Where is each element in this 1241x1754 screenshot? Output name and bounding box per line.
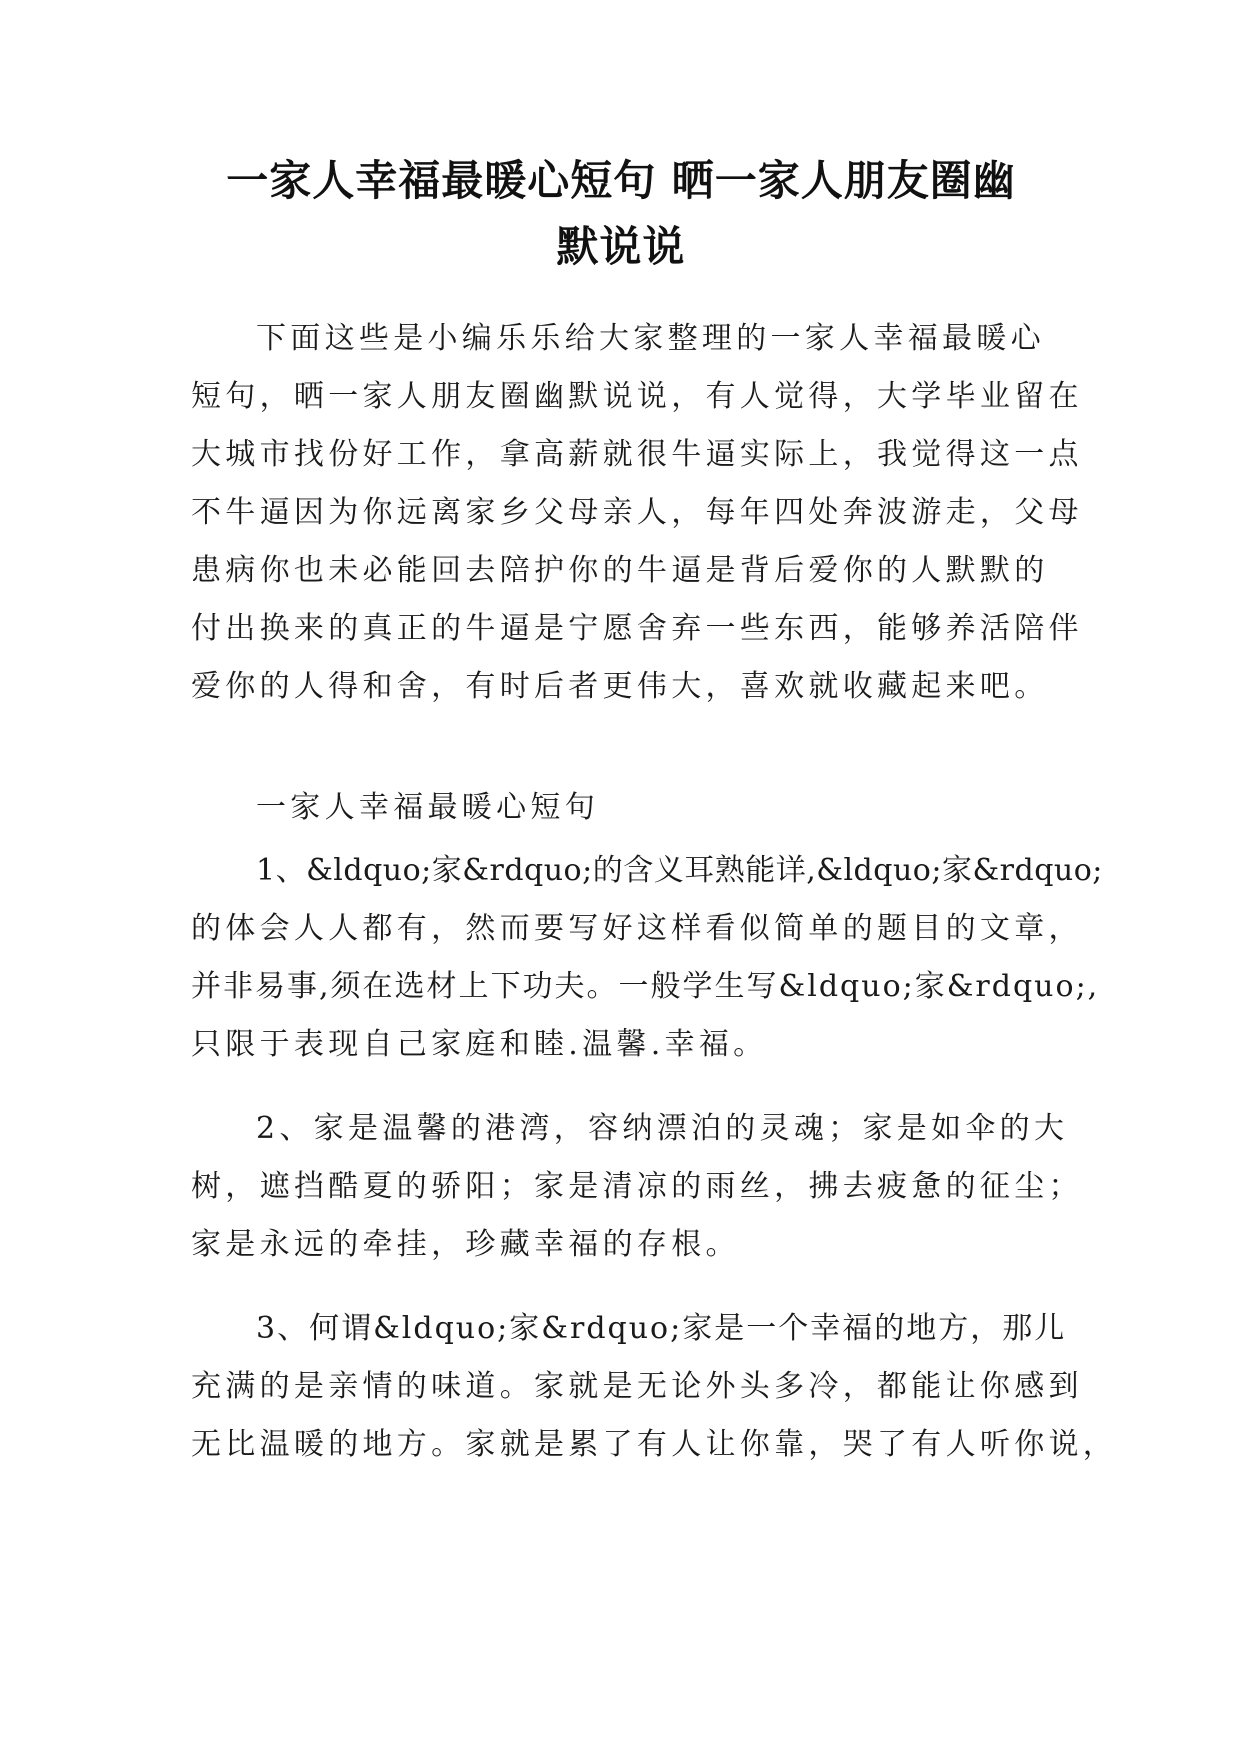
document-title — [170, 148, 1072, 280]
paragraph-line: 付出换来的真正的牛逼是宁愿舍弃一些东西，能够养活陪伴 — [191, 611, 1083, 646]
list-item-2 — [191, 1100, 1083, 1274]
paragraph-line: 1、&ldquo;家&rdquo;的含义耳熟能详,&ldquo;家&rdquo; — [256, 853, 1103, 888]
paragraph-line: 2、家是温馨的港湾，容纳漂泊的灵魂；家是如伞的大 — [256, 1111, 1069, 1146]
title-line-1: 一家人幸福最暖心短句 晒一家人朋友圈幽 — [226, 156, 1016, 205]
title-line-2: 默说说 — [556, 222, 686, 271]
paragraph-line: 短句，晒一家人朋友圈幽默说说，有人觉得，大学毕业留在 — [191, 379, 1083, 414]
paragraph-line: 下面这些是小编乐乐给大家整理的一家人幸福最暖心 — [256, 321, 1045, 356]
paragraph-line: 大城市找份好工作，拿高薪就很牛逼实际上，我觉得这一点 — [191, 437, 1083, 472]
paragraph-line: 树，遮挡酷夏的骄阳；家是清凉的雨丝，拂去疲惫的征尘； — [191, 1169, 1083, 1204]
paragraph-line: 无比温暖的地方。家就是累了有人让你靠，哭了有人听你说， — [191, 1427, 1118, 1462]
paragraph-line: 家是永远的牵挂，珍藏幸福的存根。 — [191, 1227, 740, 1262]
list-item-3 — [191, 1300, 1118, 1474]
section-heading: 一家人幸福最暖心短句 — [256, 790, 599, 825]
paragraph-line: 只限于表现自己家庭和睦.温馨.幸福。 — [191, 1027, 768, 1062]
paragraph-line: 患病你也未必能回去陪护你的牛逼是背后爱你的人默默的 — [191, 553, 1049, 588]
paragraph-line: 3、何谓&ldquo;家&rdquo;家是一个幸福的地方，那儿 — [256, 1311, 1067, 1346]
paragraph-line: 并非易事,须在选材上下功夫。一般学生写&ldquo;家&rdquo;, — [191, 969, 1100, 1004]
paragraph-line: 的体会人人都有，然而要写好这样看似简单的题目的文章， — [191, 911, 1083, 946]
paragraph-line: 爱你的人得和舍，有时后者更伟大，喜欢就收藏起来吧。 — [191, 669, 1049, 704]
section-heading-block — [191, 779, 1071, 837]
intro-paragraph — [191, 310, 1083, 716]
paragraph-line: 不牛逼因为你远离家乡父母亲人，每年四处奔波游走，父母 — [191, 495, 1083, 530]
paragraph-line: 充满的是亲情的味道。家就是无论外头多冷，都能让你感到 — [191, 1369, 1083, 1404]
list-item-1 — [191, 842, 1103, 1074]
